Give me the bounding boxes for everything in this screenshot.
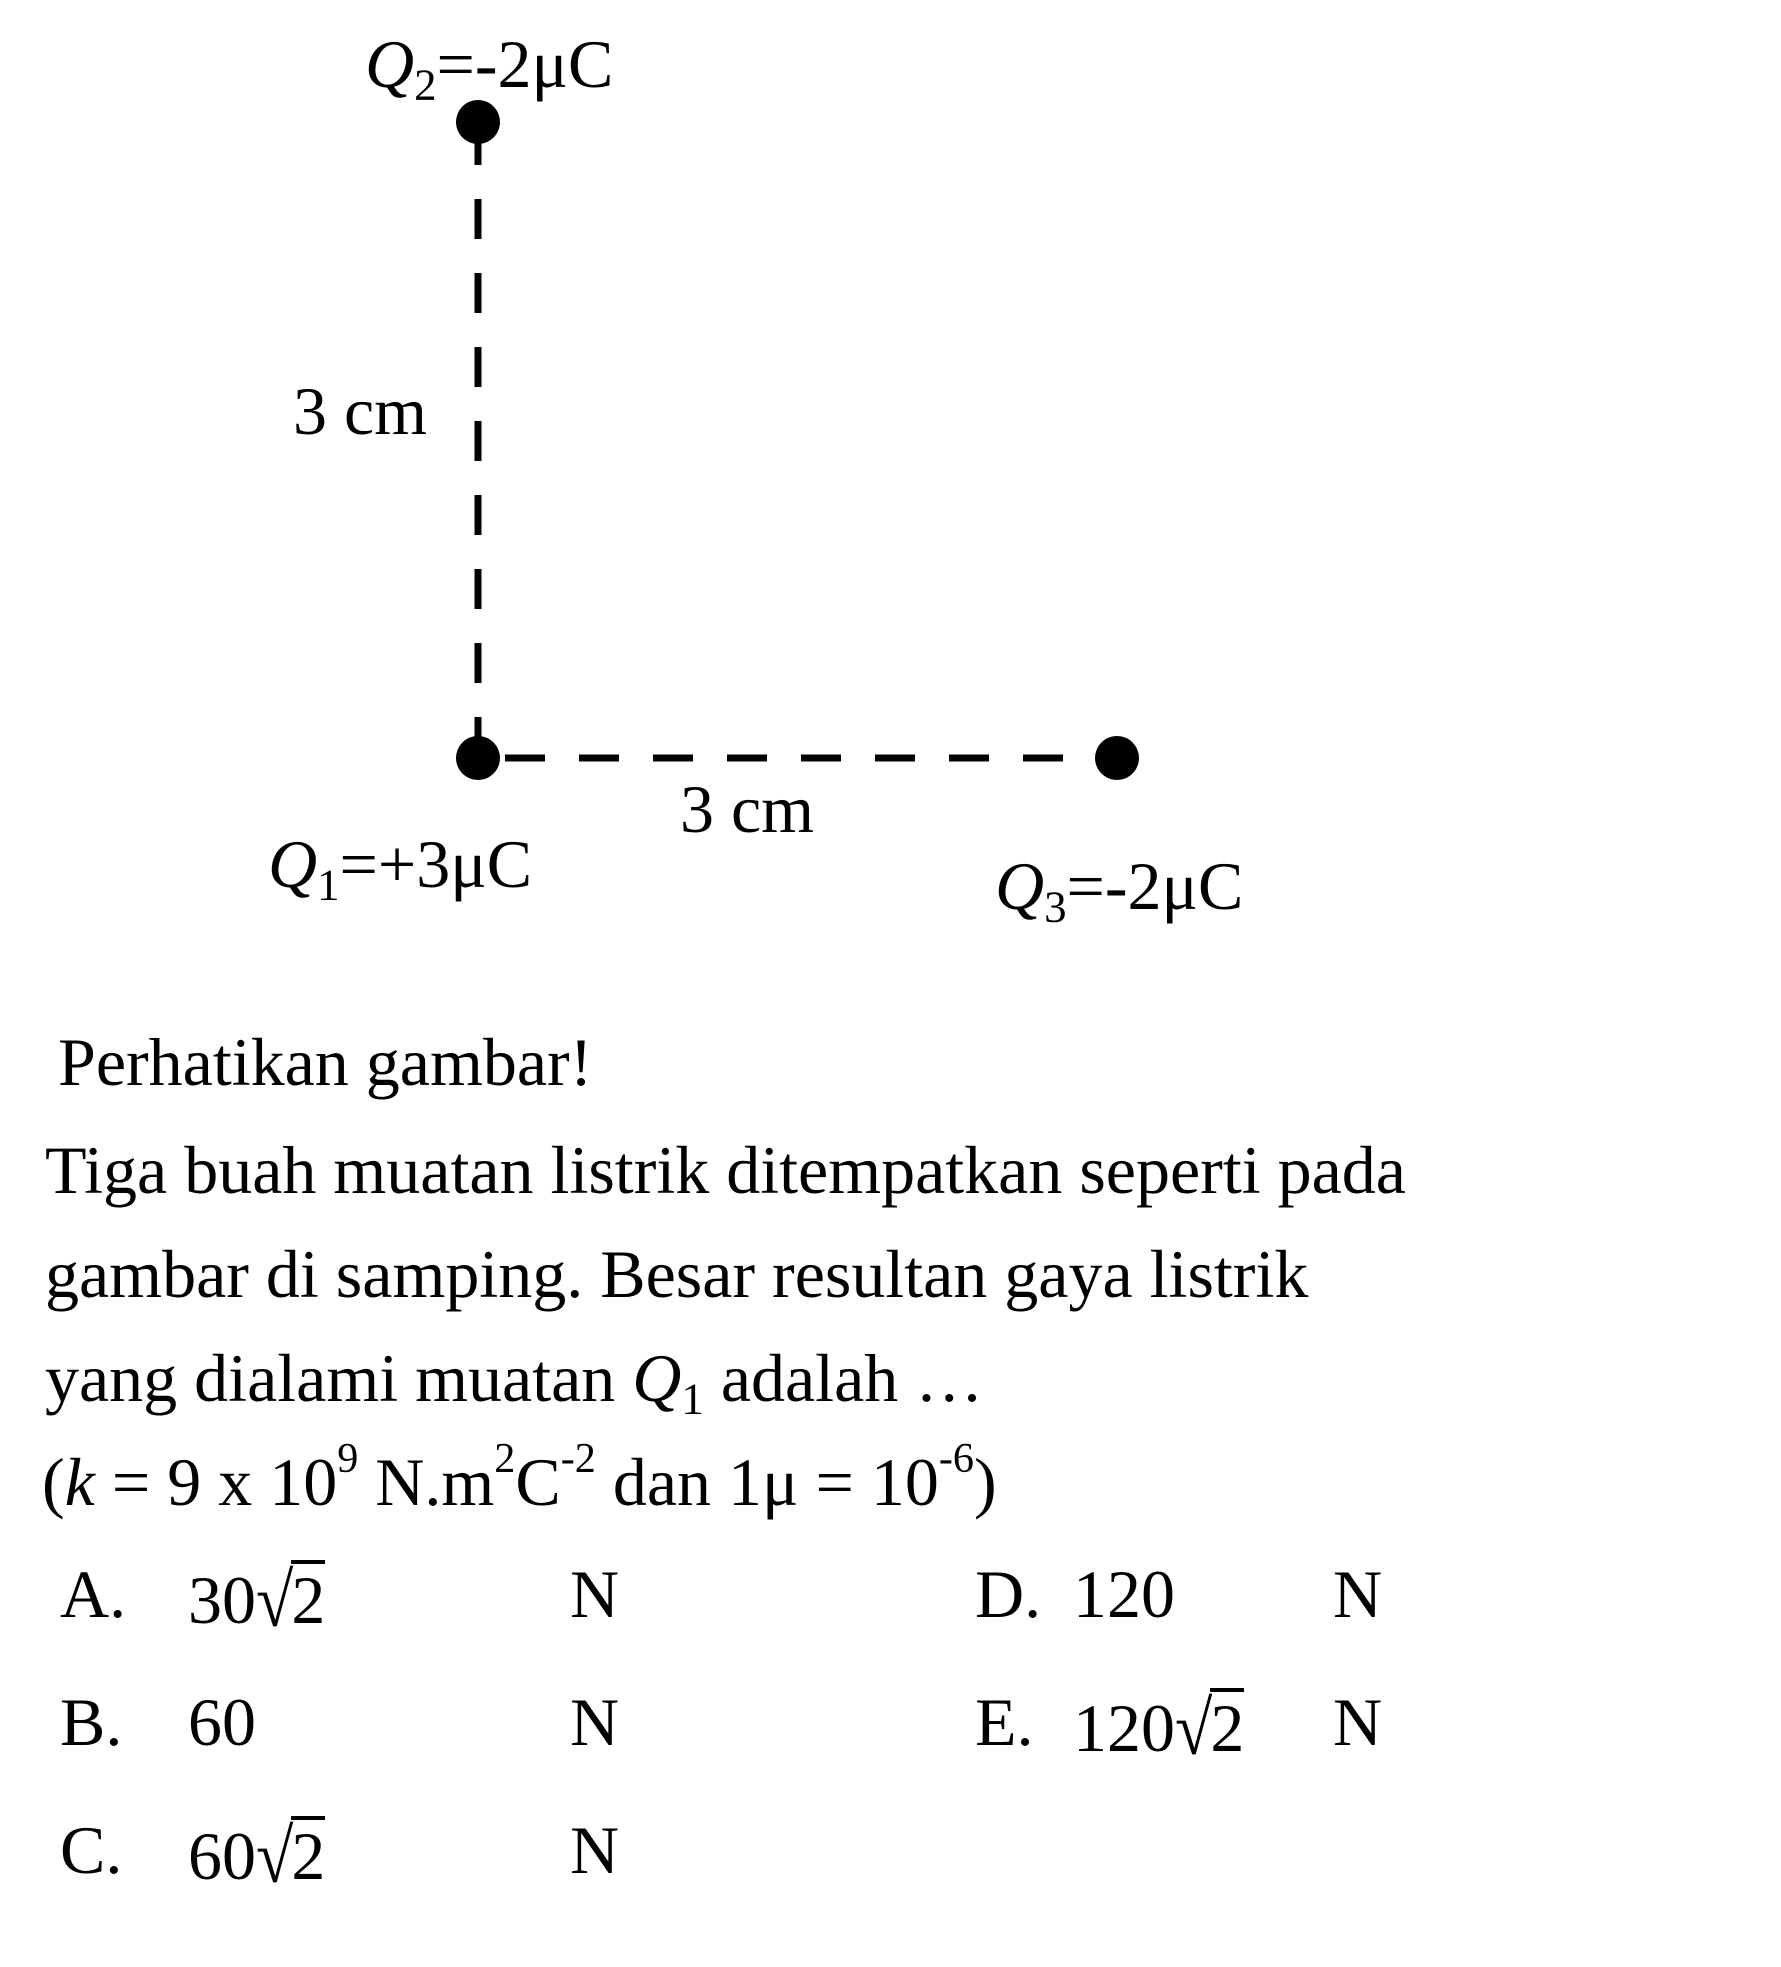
option-a-value: 30√2	[188, 1557, 326, 1643]
q1-charge-dot	[456, 736, 500, 780]
q2-label: $Q_2=-2\mu C$	[365, 26, 614, 110]
option-c-value: 60√2	[188, 1813, 326, 1899]
question-line-2: gambar di samping. Besar resultan gaya listrik	[45, 1236, 1309, 1312]
option-letter: B.	[60, 1684, 123, 1760]
option-d-value: 120	[1073, 1556, 1175, 1632]
question-line-1: Tiga buah muatan listrik ditempatkan seperti pada	[45, 1132, 1406, 1208]
option-b-value: 60	[188, 1684, 256, 1760]
option-c-unit: N	[570, 1812, 620, 1888]
option-letter: A.	[60, 1556, 127, 1632]
q1-label: $Q_1=+3\mu C$	[268, 826, 533, 910]
q3-label: $Q_3=-2\mu C$	[995, 848, 1244, 932]
option-d-unit: N	[1333, 1556, 1383, 1632]
option-e-unit: N	[1333, 1684, 1383, 1760]
q2-charge-dot	[456, 100, 500, 144]
option-e-value: 120√2	[1073, 1685, 1245, 1771]
question-line-3: yang dialami muatan $Q_1$ adalah …	[45, 1340, 984, 1424]
instruction-text: Perhatikan gambar!	[58, 1024, 593, 1100]
option-letter: D.	[975, 1556, 1042, 1632]
q3-charge-dot	[1095, 736, 1139, 780]
option-a[interactable]	[60, 1556, 127, 1632]
option-letter: E.	[975, 1684, 1034, 1760]
vertical-distance-label: 3 cm	[293, 373, 428, 449]
option-b-unit: N	[570, 1684, 620, 1760]
constants-line: (k = 9 x $10^9$ $N.m^2C^{-2}$ dan $1\mu = 10^{-6}$)	[42, 1435, 997, 1520]
option-a-unit: N	[570, 1556, 620, 1632]
option-letter: C.	[60, 1812, 123, 1888]
option-d[interactable]	[975, 1556, 1042, 1632]
option-c[interactable]	[60, 1812, 123, 1888]
option-b[interactable]	[60, 1684, 123, 1760]
option-e[interactable]	[975, 1684, 1034, 1760]
horizontal-distance-label: 3 cm	[680, 771, 815, 847]
